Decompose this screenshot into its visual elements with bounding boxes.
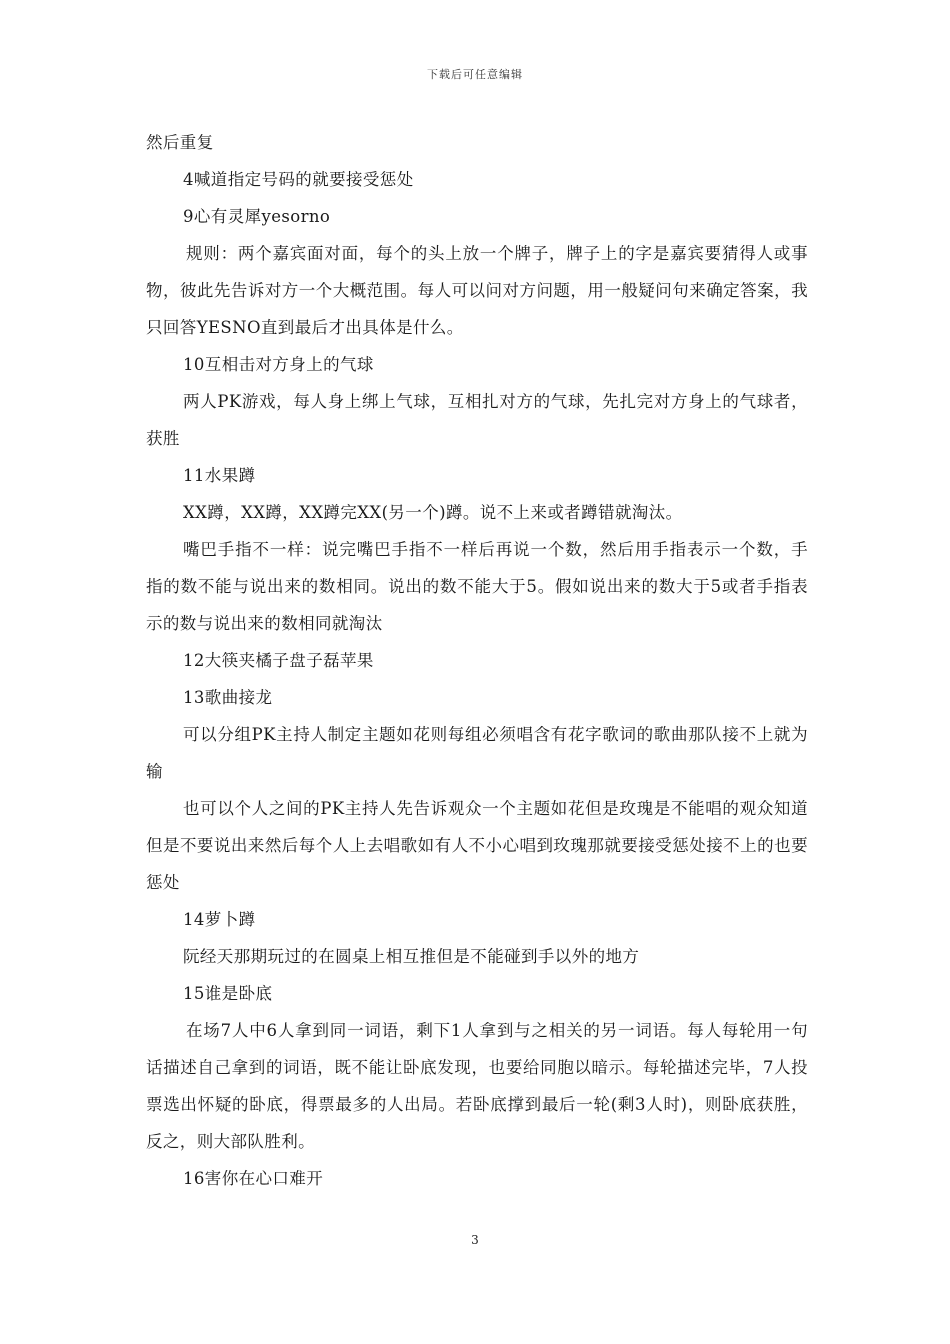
paragraph: 规则：两个嘉宾面对面，每个的头上放一个牌子，牌子上的字是嘉宾要猜得人或事物，彼此先告诉对方一个大概范围。每人可以问对方问题，用一般疑问句来确定答案，我只回答YESNO直到最后才出具体是什么。 <box>146 244 808 337</box>
page-header: 下载后可任意编辑 <box>427 68 523 81</box>
document-body <box>146 124 808 1197</box>
paragraph: 阮经天那期玩过的在圆桌上相互推但是不能碰到手以外的地方 <box>183 947 640 966</box>
paragraph: 可以分组PK主持人制定主题如花则每组必须唱含有花字歌词的歌曲那队接不上就为输 <box>146 725 808 781</box>
paragraph: 12大筷夹橘子盘子磊苹果 <box>183 651 374 670</box>
paragraph: 也可以个人之间的PK主持人先告诉观众一个主题如花但是玫瑰是不能唱的观众知道但是不要说出来然后每个人上去唱歌如有人不小心唱到玫瑰那就要接受惩处接不上的也要惩处 <box>146 799 808 892</box>
paragraph: XX蹲，XX蹲，XX蹲完XX(另一个)蹲。说不上来或者蹲错就淘汰。 <box>183 503 683 522</box>
paragraph: 然后重复 <box>146 133 214 152</box>
paragraph: 16害你在心口难开 <box>183 1169 324 1188</box>
paragraph: 14萝卜蹲 <box>183 910 256 929</box>
paragraph: 15谁是卧底 <box>183 984 273 1003</box>
paragraph: 在场7人中6人拿到同一词语，剩下1人拿到与之相关的另一词语。每人每轮用一句话描述自己拿到的词语，既不能让卧底发现，也要给同胞以暗示。每轮描述完毕，7人投票选出怀疑的卧底，得票最多的人出局。若卧底撑到最后一轮(剩3人时)，则卧底获胜，反之，则大部队胜利。 <box>146 1021 808 1151</box>
paragraph: 嘴巴手指不一样：说完嘴巴手指不一样后再说一个数，然后用手指表示一个数，手指的数不能与说出来的数相同。说出的数不能大于5。假如说出来的数大于5或者手指表示的数与说出来的数相同就淘汰 <box>146 540 808 633</box>
paragraph: 11水果蹲 <box>183 466 256 485</box>
paragraph: 4喊道指定号码的就要接受惩处 <box>183 170 414 189</box>
paragraph: 9心有灵犀yesorno <box>183 207 331 226</box>
paragraph: 10互相击对方身上的气球 <box>183 355 374 374</box>
paragraph: 13歌曲接龙 <box>183 688 273 707</box>
page-number: 3 <box>471 1233 479 1247</box>
paragraph: 两人PK游戏，每人身上绑上气球，互相扎对方的气球，先扎完对方身上的气球者，获胜 <box>146 392 808 448</box>
